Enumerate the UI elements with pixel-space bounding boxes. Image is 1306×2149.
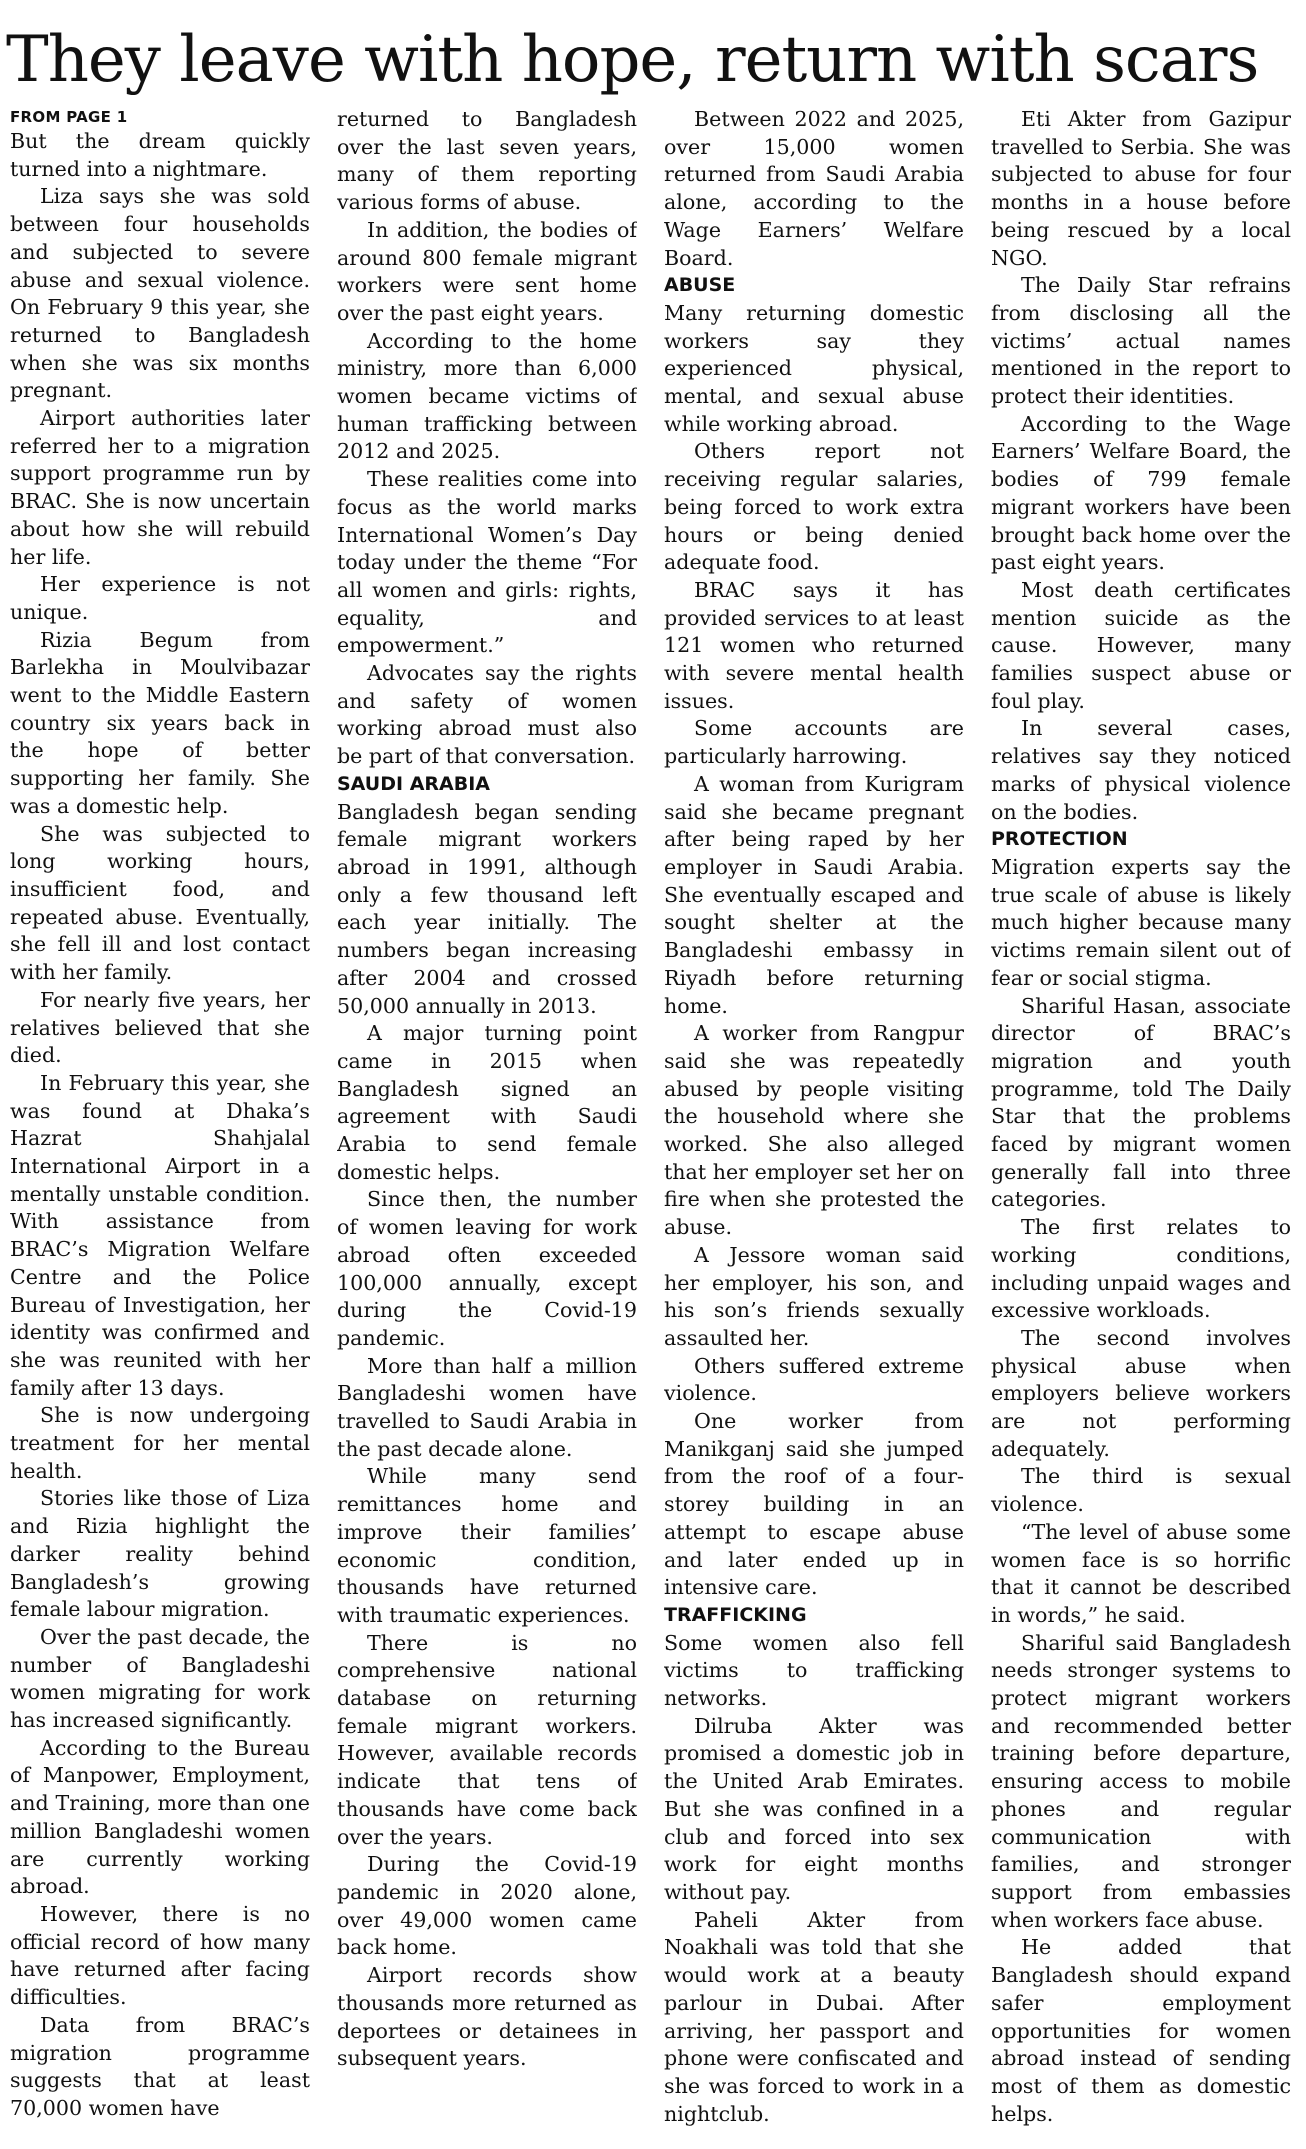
paragraph: Stories like those of Liza and Rizia highlight the darker reality behind Bangladesh’s growing female labour migration.: [10, 1486, 310, 1622]
paragraph: Data from BRAC’s migration programme suggests that at least 70,000 women have: [10, 2012, 310, 2120]
headline: They leave with hope, return with scars: [6, 23, 1259, 97]
paragraph: The first relates to working conditions, including unpaid wages and excessive workloads.: [991, 1215, 1291, 1323]
paragraph: A major turning point came in 2015 when Bangladesh signed an agreement with Saudi Arabia to send female domestic helps.: [337, 1021, 637, 1184]
paragraph: There is no comprehensive national database on returning female migrant workers. However, available records indicate that tens of thousands have come back over the years.: [337, 1630, 637, 1849]
paragraph: One worker from Manikganj said she jumped from the roof of a four-storey building in an attempt to escape abuse and later ended up in intensive care.: [664, 1409, 964, 1600]
paragraph: The second involves physical abuse when employers believe workers are not performing adequately.: [991, 1325, 1291, 1461]
paragraph: These realities come into focus as the world marks International Women’s Day today under the theme “For all women and girls: rights, equality, and empowerment.”: [337, 467, 637, 658]
paragraph: A woman from Kurigram said she became pregnant after being raped by her employer in Saudi Arabia. She eventually escaped and sought shelter at the Bangladeshi embassy in Riyadh before returning home.: [664, 771, 964, 1018]
paragraph: Shariful Hasan, associate director of BRAC’s migration and youth programme, told The Daily Star that the problems faced by migrant women generally fall into three categories.: [991, 993, 1291, 1212]
paragraph: The third is sexual violence.: [991, 1464, 1291, 1517]
column-3: [664, 106, 964, 2146]
paragraph: More than half a million Bangladeshi women have travelled to Saudi Arabia in the past decade alone.: [337, 1353, 637, 1461]
paragraph: Many returning domestic workers say they experienced physical, mental, and sexual abuse while working abroad.: [664, 300, 964, 436]
paragraph: She was subjected to long working hours, insufficient food, and repeated abuse. Eventually, she fell ill and lost contact with her family.: [10, 821, 310, 985]
paragraph: Migration experts say the true scale of abuse is likely much higher because many victims remain silent out of fear or social stigma.: [991, 854, 1291, 990]
paragraph: While many send remittances home and improve their families’ economic condition, thousands have returned with traumatic experiences.: [337, 1464, 637, 1627]
paragraph: But the dream quickly turned into a nightmare.: [10, 129, 310, 181]
paragraph: During the Covid-19 pandemic in 2020 alone, over 49,000 women came back home.: [337, 1852, 637, 1960]
continuation-kicker: FROM PAGE 1: [10, 108, 128, 126]
paragraph: Over the past decade, the number of Bangladeshi women migrating for work has increased significantly.: [10, 1624, 310, 1733]
section-subhead: TRAFFICKING: [664, 1603, 807, 1626]
paragraph: BRAC says it has provided services to at least 121 women who returned with severe mental health issues.: [664, 577, 964, 713]
paragraph: Some women also fell victims to trafficking networks.: [664, 1630, 964, 1711]
column-4: [991, 106, 1291, 2146]
paragraph: Paheli Akter from Noakhali was told that she would work at a beauty parlour in Dubai. After arriving, her passport and phone were confiscated and she was forced to work in a nightclub.: [664, 1907, 964, 2126]
paragraph: He added that Bangladesh should expand safer employment opportunities for women abroad instead of sending most of them as domestic helps.: [991, 1935, 1291, 2126]
column-1: [10, 106, 310, 2146]
paragraph: Bangladesh began sending female migrant workers abroad in 1991, although only a few thousand left each year initially. The numbers began increasing after 2004 and crossed 50,000 annually in 2013.: [337, 799, 637, 1018]
paragraph: Others report not receiving regular salaries, being forced to work extra hours or being denied adequate food.: [664, 439, 964, 575]
paragraph: Rizia Begum from Barlekha in Moulvibazar went to the Middle Eastern country six years back in the hope of better supporting her family. She was a domestic help.: [10, 627, 310, 818]
paragraph: In February this year, she was found at Dhaka’s Hazrat Shahjalal International Airport in a mentally unstable condition. With assistance from BRAC’s Migration Welfare Centre and the Police Bureau of Investigation, her identity was confirmed and she was reunited with her family after 13 days.: [10, 1070, 310, 1400]
paragraph: A worker from Rangpur said she was repeatedly abused by people visiting the household where she worked. She also alleged that her employer set her on fire when she protested the abuse.: [664, 1021, 964, 1240]
paragraph: According to the Bureau of Manpower, Employment, and Training, more than one million Bangladeshi women are currently working abroad.: [10, 1735, 310, 1899]
paragraph: Between 2022 and 2025, over 15,000 women returned from Saudi Arabia alone, according to the Wage Earners’ Welfare Board.: [664, 107, 964, 270]
article-body: [0, 106, 1306, 2146]
paragraph: Others suffered extreme violence.: [664, 1353, 964, 1406]
paragraph: However, there is no official record of how many have returned after facing difficulties.: [10, 1902, 310, 2010]
paragraph: Airport records show thousands more returned as deportees or detainees in subsequent years.: [337, 1963, 637, 2071]
section-subhead: ABUSE: [664, 274, 736, 297]
paragraph: In several cases, relatives say they noticed marks of physical violence on the bodies.: [991, 716, 1291, 824]
section-subhead: PROTECTION: [991, 828, 1128, 851]
column-2: [337, 106, 637, 2146]
paragraph: Advocates say the rights and safety of women working abroad must also be part of that conversation.: [337, 661, 637, 769]
paragraph: According to the Wage Earners’ Welfare Board, the bodies of 799 female migrant workers have been brought back home over the past eight years.: [991, 411, 1291, 575]
paragraph: For nearly five years, her relatives believed that she died.: [10, 987, 310, 1068]
paragraph: Some accounts are particularly harrowing.: [664, 716, 964, 769]
paragraph: “The level of abuse some women face is so horrific that it cannot be described in words,” he said.: [991, 1519, 1291, 1627]
paragraph: returned to Bangladesh over the last seven years, many of them reporting various forms of abuse.: [337, 107, 637, 215]
paragraph: Shariful said Bangladesh needs stronger systems to protect migrant workers and recommended better training before departure, ensuring access to mobile phones and regular communication with families, and stronger support from embassies when workers face abuse.: [991, 1630, 1291, 1932]
paragraph: Eti Akter from Gazipur travelled to Serbia. She was subjected to abuse for four months in a house before being rescued by a local NGO.: [991, 107, 1291, 270]
paragraph: A Jessore woman said her employer, his son, and his son’s friends sexually assaulted her.: [664, 1242, 964, 1350]
paragraph: According to the home ministry, more than 6,000 women became victims of human trafficking between 2012 and 2025.: [337, 328, 637, 464]
section-subhead: SAUDI ARABIA: [337, 772, 490, 795]
paragraph: Most death certificates mention suicide as the cause. However, many families suspect abuse or foul play.: [991, 577, 1291, 713]
paragraph: She is now undergoing treatment for her mental health.: [10, 1403, 310, 1483]
paragraph: Her experience is not unique.: [10, 572, 310, 624]
paragraph: The Daily Star refrains from disclosing all the victims’ actual names mentioned in the report to protect their identities.: [991, 273, 1291, 409]
paragraph: In addition, the bodies of around 800 female migrant workers were sent home over the past eight years.: [337, 217, 637, 325]
paragraph: Since then, the number of women leaving for work abroad often exceeded 100,000 annually, except during the Covid-19 pandemic.: [337, 1187, 637, 1350]
paragraph: Liza says she was sold between four households and subjected to severe abuse and sexual violence. On February 9 this year, she returned to Bangladesh when she was six months pregnant.: [10, 184, 310, 403]
paragraph: Airport authorities later referred her to a migration support programme run by BRAC. She is now uncertain about how she will rebuild her life.: [10, 406, 310, 569]
paragraph: Dilruba Akter was promised a domestic job in the United Arab Emirates. But she was confined in a club and forced into sex work for eight months without pay.: [664, 1713, 964, 1904]
